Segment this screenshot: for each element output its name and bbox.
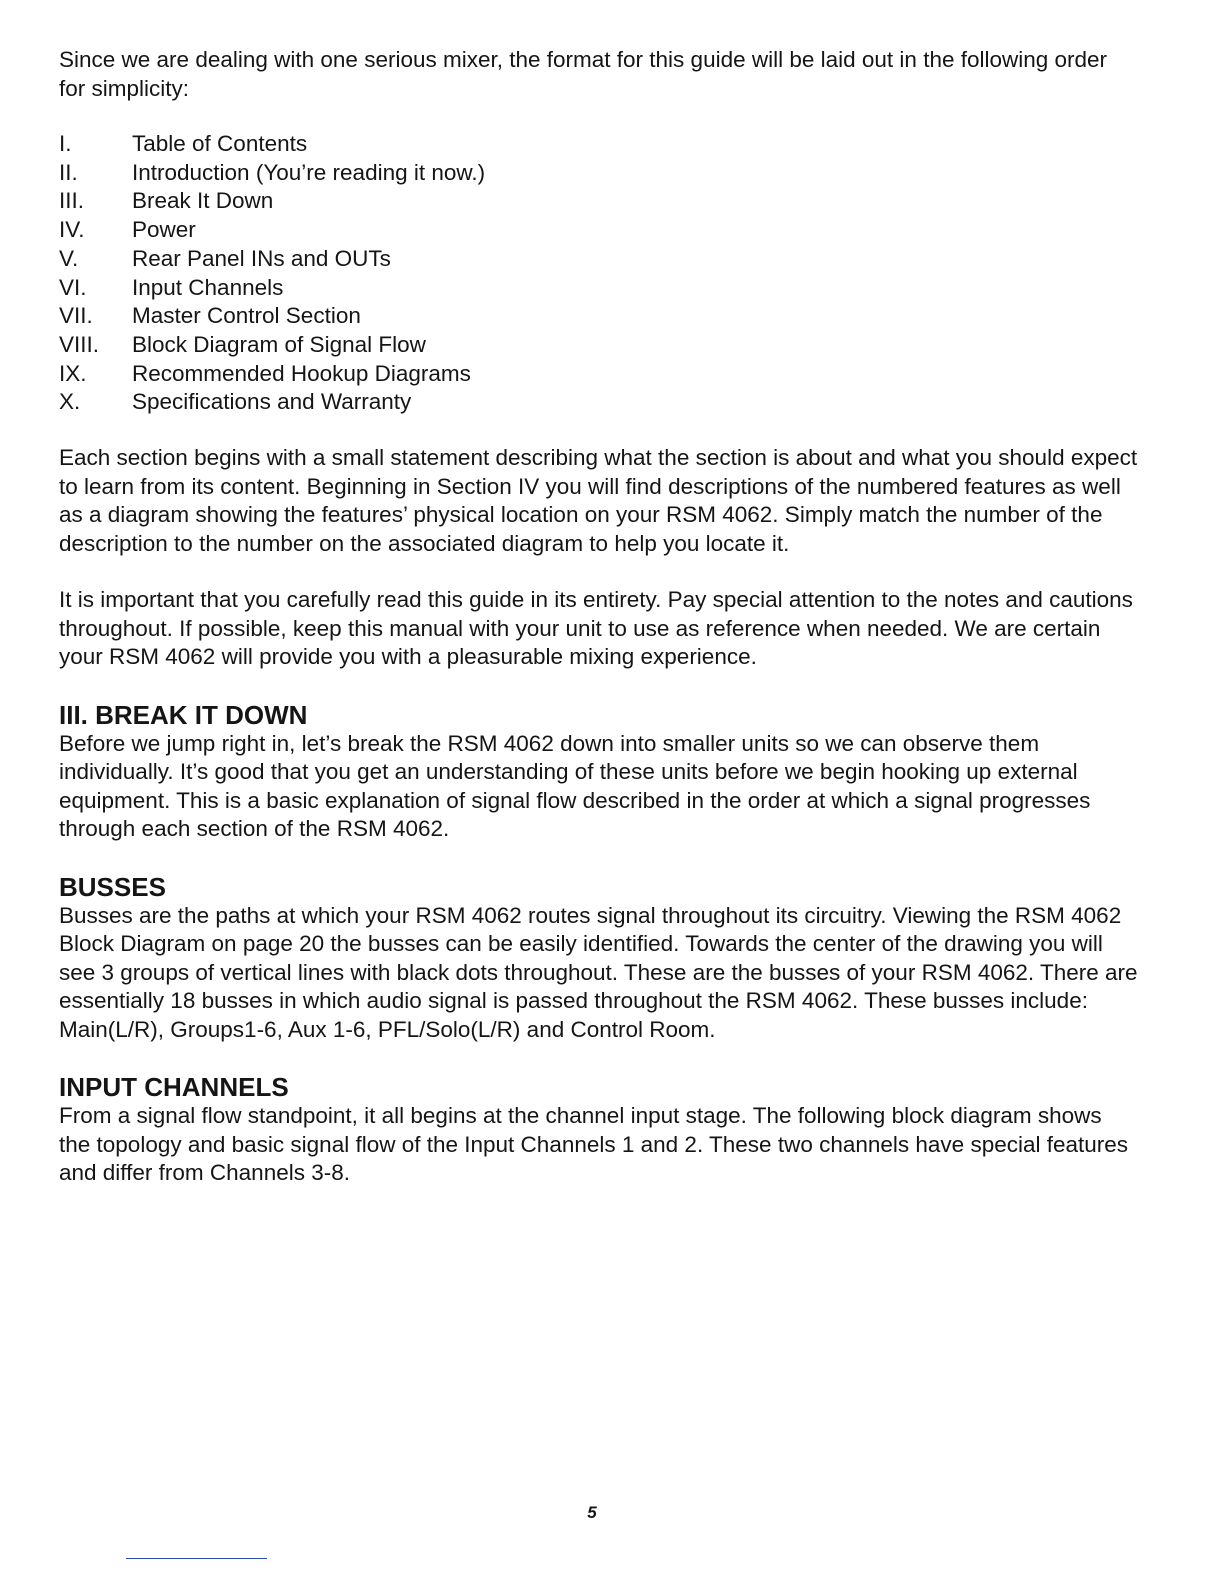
busses-section	[59, 872, 1139, 1045]
input-channels-heading: INPUT CHANNELS	[59, 1072, 289, 1103]
break-it-down-section	[59, 700, 1139, 844]
outline-item	[59, 274, 1139, 303]
outline-number: VII.	[59, 303, 93, 329]
document-page	[59, 46, 1139, 1216]
footer-rule	[126, 1558, 267, 1559]
outline-label: Introduction (You’re reading it now.)	[132, 159, 486, 185]
important-paragraph: It is important that you carefully read this guide in its entirety. Pay special attention to the notes and cautions throughout. If possible, keep this manual with your unit to use as reference when needed. We are certain your RSM 4062 will provide you with a pleasurable mixing experience.	[59, 587, 1133, 670]
outline-label: Rear Panel INs and OUTs	[132, 245, 391, 271]
intro-paragraph: Since we are dealing with one serious mixer, the format for this guide will be laid out in the following order for simplicity:	[59, 47, 1108, 101]
busses-body: Busses are the paths at which your RSM 4062 routes signal throughout its circuitry. Viewing the RSM 4062 Block Diagram on page 20 the busses can be easily identified. Towards the center of the drawing you will see 3 groups of vertical lines with black dots throughout. These are the busses of your RSM 4062. There are essentially 18 busses in which audio signal is passed throughout the RSM 4062. These busses include: Main(L/R), Groups1-6, Aux 1-6, PFL/Solo(L/R) and Control Room.	[59, 902, 1138, 1042]
outline-item	[59, 159, 1139, 188]
outline-item	[59, 360, 1139, 389]
outline-number: VI.	[59, 274, 87, 300]
outline-label: Table of Contents	[132, 131, 308, 156]
input-channels-section	[59, 1072, 1139, 1188]
outline-number: I.	[59, 131, 72, 156]
outline-number: IV.	[59, 217, 85, 243]
sections-paragraph: Each section begins with a small statement describing what the section is about and what you should expect to learn from its content. Beginning in Section IV you will find descriptions of the numbered features as well as a diagram showing the features’ physical location on your RSM 4062. Simply match the number of the description to the number on the associated diagram to help you locate it.	[59, 445, 1138, 556]
outline-item	[59, 388, 1139, 417]
busses-heading: BUSSES	[59, 871, 166, 902]
outline-item	[59, 216, 1139, 245]
outline-number: X.	[59, 389, 81, 415]
outline-item	[59, 302, 1139, 331]
outline-number: II.	[59, 159, 78, 185]
outline-item	[59, 130, 1139, 159]
outline-item	[59, 245, 1139, 274]
outline-label: Specifications and Warranty	[132, 389, 412, 415]
outline-item	[59, 331, 1139, 360]
break-it-down-body: Before we jump right in, let’s break the RSM 4062 down into smaller units so we can observe them individually. It’s good that you get an understanding of these units before we begin hooking up external equipment. This is a basic explanation of signal flow described in the order at which a signal progresses through each section of the RSM 4062.	[59, 730, 1091, 842]
outline-label: Master Control Section	[132, 303, 361, 329]
input-channels-body: From a signal flow standpoint, it all begins at the channel input stage. The following block diagram shows the topology and basic signal flow of the Input Channels 1 and 2. These two channels have special features and differ from Channels 3-8.	[59, 1103, 1129, 1186]
outline-label: Break It Down	[132, 188, 274, 214]
outline-label: Power	[132, 217, 196, 243]
outline-number: V.	[59, 245, 79, 271]
outline-number: VIII.	[59, 331, 100, 357]
outline-label: Input Channels	[132, 274, 284, 300]
outline-item	[59, 187, 1139, 216]
break-it-down-heading: III. BREAK IT DOWN	[59, 699, 308, 730]
outline-number: IX.	[59, 360, 87, 386]
outline-label: Block Diagram of Signal Flow	[132, 331, 426, 357]
outline-label: Recommended Hookup Diagrams	[132, 360, 471, 386]
page-number: 5	[587, 1503, 597, 1522]
outline-list	[59, 130, 1139, 417]
outline-number: III.	[59, 188, 85, 214]
